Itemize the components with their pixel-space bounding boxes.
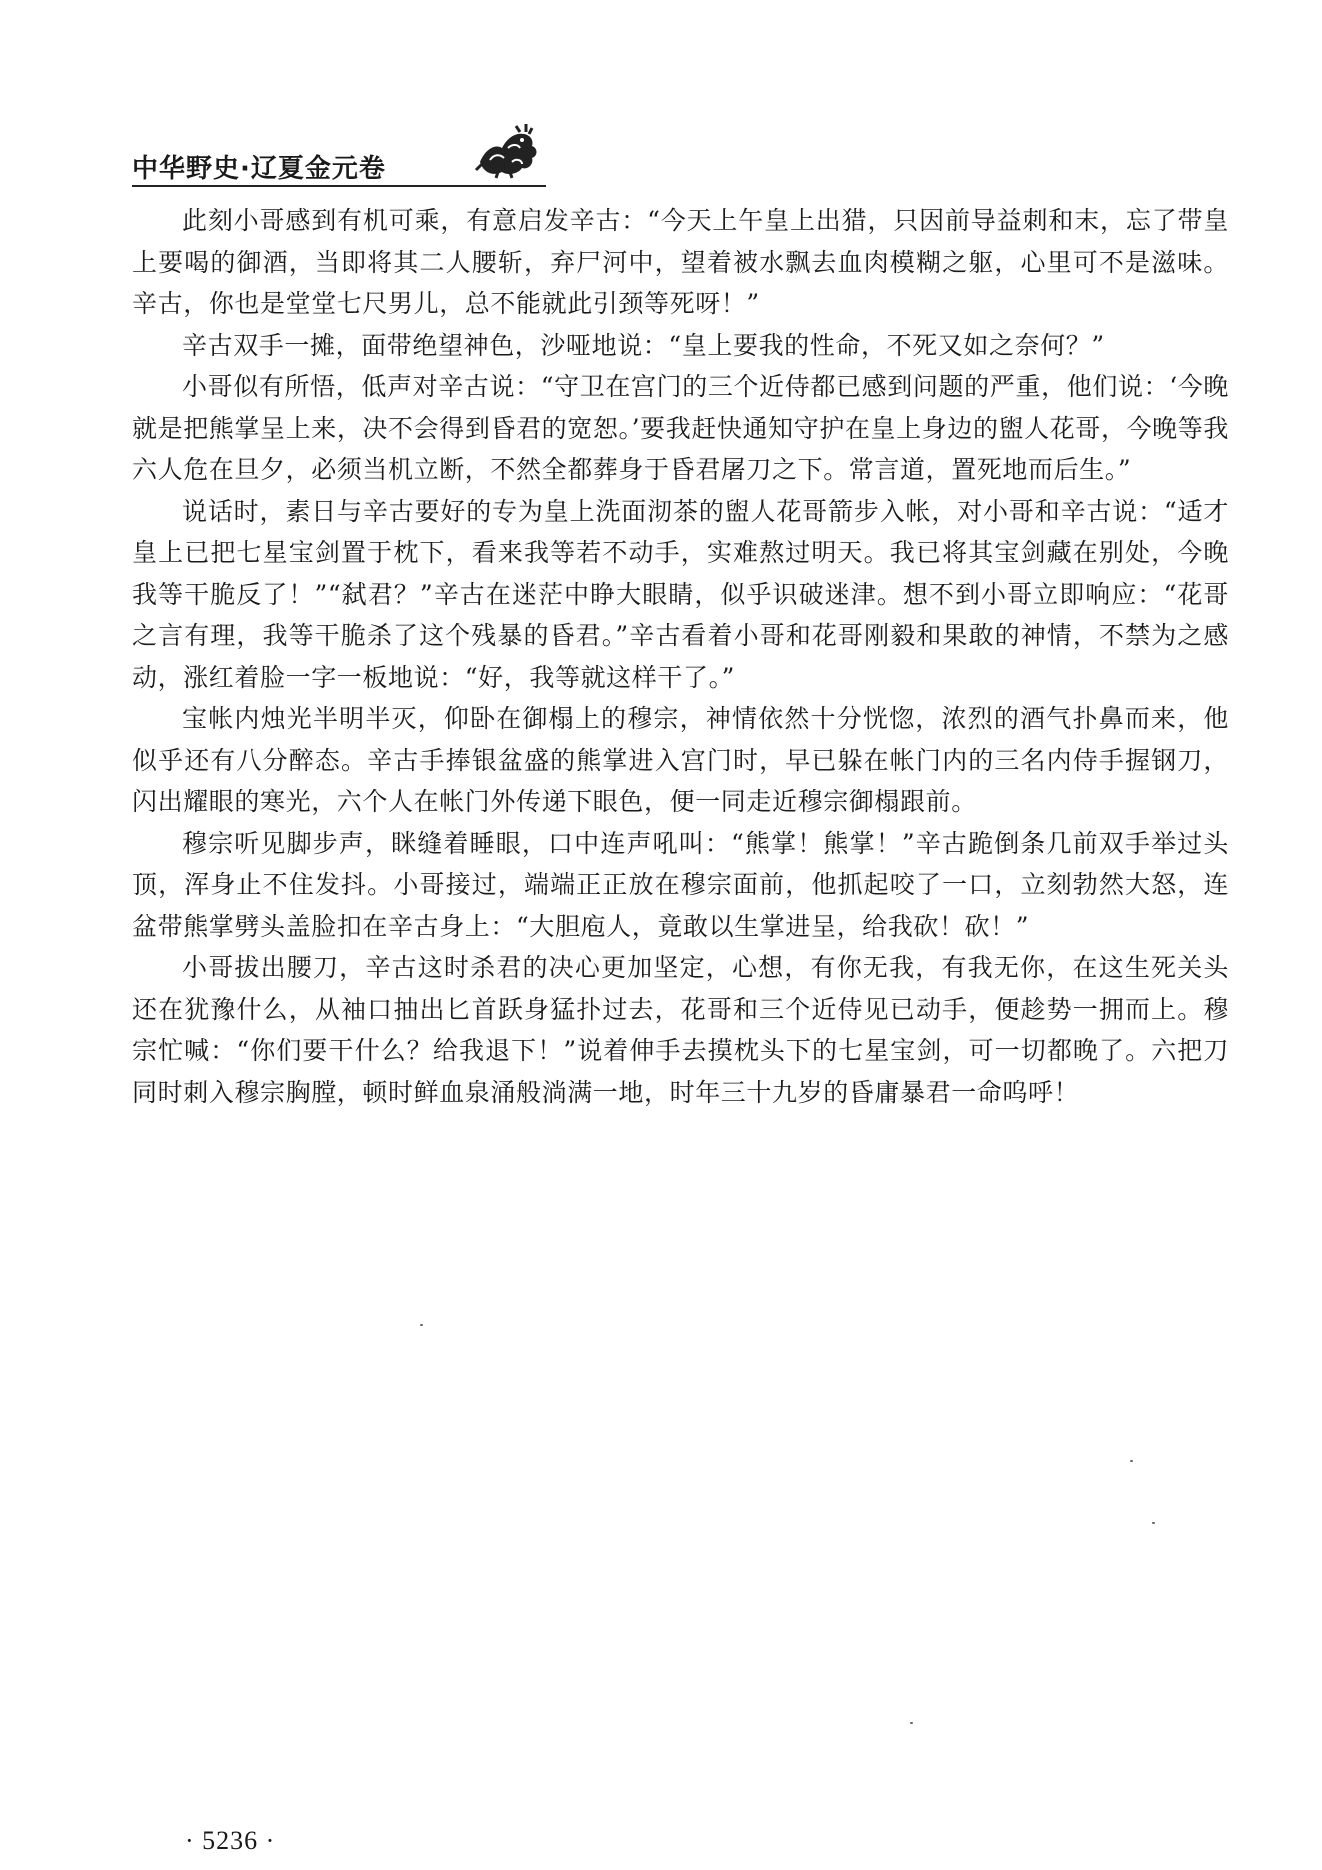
scan-speck: [420, 1324, 423, 1326]
dragon-emblem-icon: [472, 118, 542, 180]
paragraph: 此刻小哥感到有机可乘，有意启发辛古：“今天上午皇上出猎，只因前导益刺和末，忘了带皇上要喝的御酒，当即将其二人腰斩，弃尸河中，望着被水飘去血肉模糊之躯，心里可不是滋味。辛古，你也是堂堂七尺男儿，总不能就此引颈等死呀！”: [132, 206, 1229, 318]
paragraph: 说话时，素日与辛古要好的专为皇上洗面沏茶的盥人花哥箭步入帐，对小哥和辛古说：“适才皇上已把七星宝剑置于枕下，看来我等若不动手，实难熬过明天。我已将其宝剑藏在别处，今晚我等干脆反了！”“弑君？”辛古在迷茫中睁大眼睛，似乎识破迷津。想不到小哥立即响应：“花哥之言有理，我等干脆杀了这个残暴的昏君。”辛古看着小哥和花哥刚毅和果敢的神情，不禁为之感动，涨红着脸一字一板地说：“好，我等就这样干了。”: [132, 496, 1229, 692]
paragraph: 辛古双手一摊，面带绝望神色，沙哑地说：“皇上要我的性命，不死又如之奈何？”: [182, 330, 1105, 360]
header-rule: [132, 185, 546, 187]
running-header: [132, 118, 546, 184]
scan-speck: [1130, 1460, 1133, 1462]
page-number: · 5236 ·: [185, 1826, 276, 1855]
book-title: 中华野史·辽夏金元卷: [132, 154, 386, 184]
scan-speck: [1152, 1522, 1155, 1524]
scan-speck: [910, 1722, 913, 1724]
paragraph: 小哥拔出腰刀，辛古这时杀君的决心更加坚定，心想，有你无我，有我无你，在这生死关头还在犹豫什么，从袖口抽出匕首跃身猛扑过去，花哥和三个近侍见已动手，便趁势一拥而上。穆宗忙喊：“你们要干什么？给我退下！”说着伸手去摸枕头下的七星宝剑，可一切都晚了。六把刀同时刺入穆宗胸膛，顿时鲜血泉涌般淌满一地，时年三十九岁的昏庸暴君一命呜呼！: [132, 953, 1229, 1107]
paragraph: 穆宗听见脚步声，眯缝着睡眼，口中连声吼叫：“熊掌！熊掌！”辛古跪倒条几前双手举过头顶，浑身止不住发抖。小哥接过，端端正正放在穆宗面前，他抓起咬了一口，立刻勃然大怒，连盆带熊掌劈头盖脸扣在辛古身上：“大胆庖人，竟敢以生掌进呈，给我砍！砍！”: [132, 828, 1229, 941]
paragraph: 宝帐内烛光半明半灭，仰卧在御榻上的穆宗，神情依然十分恍惚，浓烈的酒气扑鼻而来，他似乎还有八分醉态。辛古手捧银盆盛的熊掌进入宫门时，早已躲在帐门内的三名内侍手握钢刀，闪出耀眼的寒光，六个人在帐门外传递下眼色，便一同走近穆宗御榻跟前。: [132, 704, 1229, 816]
body-text: [132, 200, 1229, 1113]
paragraph: 小哥似有所悟，低声对辛古说：“守卫在宫门的三个近侍都已感到问题的严重，他们说：‘今晚就是把熊掌呈上来，决不会得到昏君的宽恕。’要我赶快通知守护在皇上身边的盥人花哥，今晚等我六人危在旦夕，必须当机立断，不然全都葬身于昏君屠刀之下。常言道，置死地而后生。”: [132, 372, 1229, 484]
